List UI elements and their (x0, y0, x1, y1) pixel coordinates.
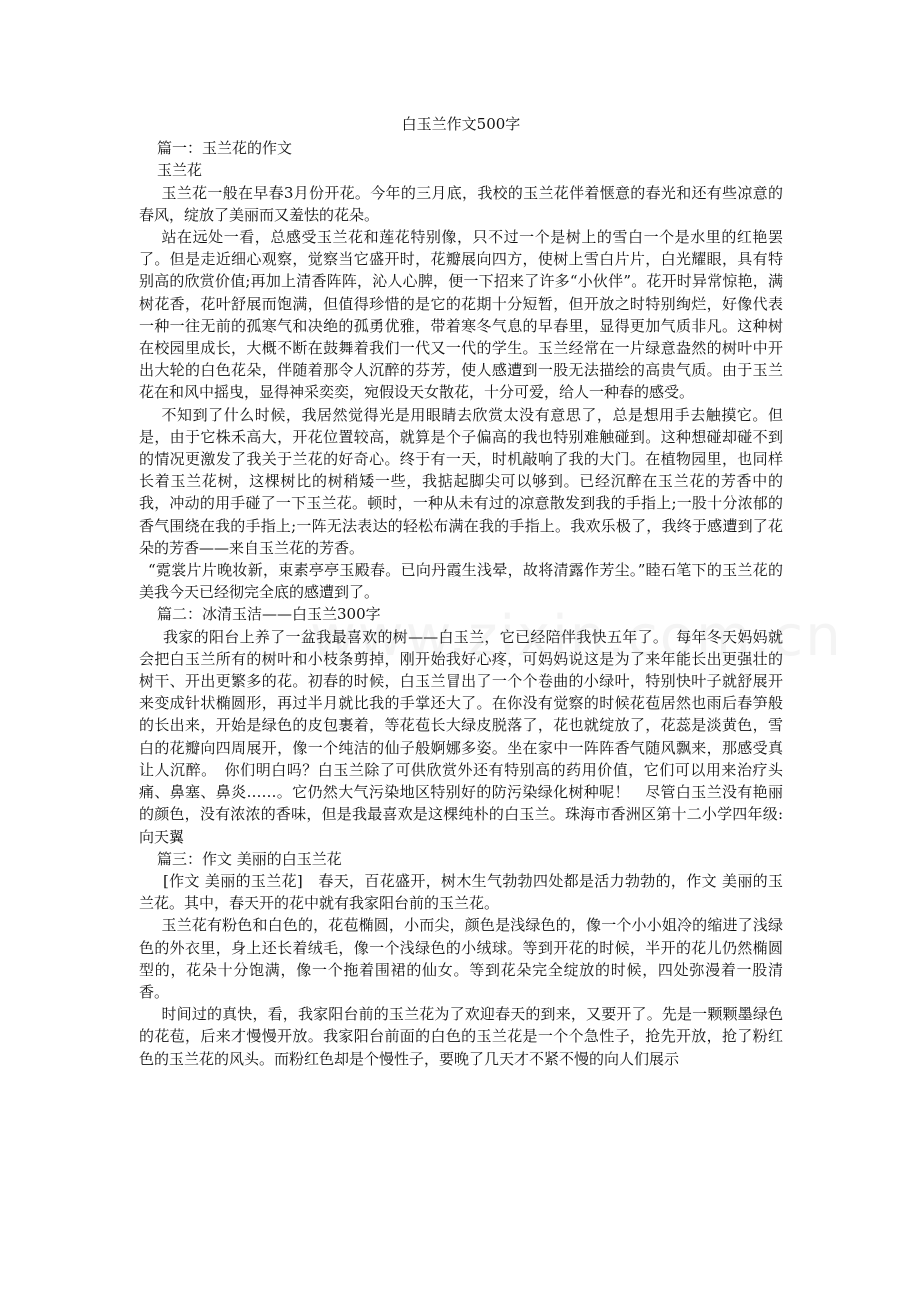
paragraph: 玉兰花一般在早春3月份开花。今年的三月底，我校的玉兰花伴着惬意的春光和还有些凉意的春风，绽放了美丽而又羞怯的花朵。 (139, 183, 783, 224)
paragraph: [作文 美丽的玉兰花] 春天，百花盛开，树木生气勃勃四处都是活力勃勃的，作文 美丽的玉兰花。其中，春天开的花中就有我家阳台前的玉兰花。 (139, 871, 783, 913)
section-heading-3: 篇三：作文 美丽的白玉兰花 (157, 849, 342, 868)
document-title: 白玉兰作文500字 (401, 115, 521, 133)
paragraph: 不知到了什么时候，我居然觉得光是用眼睛去欣赏太没有意思了，总是想用手去触摸它。但是，由于它株禾高大，开花位置较高，就算是个子偏高的我也特别难触碰到。这种想碰却碰不到的情况更激发了我关于兰花的好奇心。终于有一天，时机敲响了我的大门。在植物园里，也同样长着玉兰花树，这棵树比的树稍矮一些，我掂起脚尖可以够到。已经沉醉在玉兰花的芳香中的我，冲动的用手碰了一下玉兰花。顿时，一种从未有过的凉意散发到我的手指上;一股十分浓郁的香气围绕在我的手指上;一阵无法表达的轻松布满在我的手指上。我欢乐极了，我终于感遭到了花朵的芳香——来自玉兰花的芳香。 (139, 405, 783, 557)
section-subtitle-1: 玉兰花 (157, 161, 203, 180)
paragraph: 我家的阳台上养了一盆我最喜欢的树——白玉兰，它已经陪伴我快五年了。 每年冬天妈妈就会把白玉兰所有的树叶和小枝条剪掉，刚开始我好心疼，可妈妈说这是为了来年能长出更强壮的树干、开出更繁多的花。初春的时候，白玉兰冒出了一个个卷曲的小绿叶，特别快叶子就舒展开来变成针状椭圆形，再过半月就比我的手掌还大了。在你没有觉察的时候花苞居然也雨后春笋般的长出来，开始是绿色的皮包裹着，等花苞长大绿皮脱落了，花也就绽放了，花蕊是淡黄色，雪白的花瓣向四周展开，像一个纯洁的仙子般婀娜多姿。坐在家中一阵阵香气随风飘来，那感受真让人沉醉。 你们明白吗？白玉兰除了可供欣赏外还有特别高的药用价值，它们可以用来治疗头痛、鼻塞、鼻炎……。它仍然大气污染地区特别好的防污染绿化树种呢！ 尽管白玉兰没有艳丽的颜色，没有浓浓的香味，但是我最喜欢是这棵纯朴的白玉兰。珠海市香洲区第十二小学四年级:向天翼 (139, 627, 783, 846)
paragraph: 站在远处一看，总感受玉兰花和莲花特别像，只不过一个是树上的雪白一个是水里的红艳罢了。但是走近细心观察，觉察当它盛开时，花瓣展向四方，使树上雪白片片，白光耀眼，具有特别高的欣赏价值;再加上清香阵阵，沁人心脾，便一下招来了许多“小伙伴”。花开时异常惊艳，满树花香，花叶舒展而饱满，但值得珍惜的是它的花期十分短暂，但开放之时特别绚烂，好像代表一种一往无前的孤寒气和决绝的孤勇优雅，带着寒冬气息的早春里，显得更加气质非凡。这种树在校园里成长，大概不断在鼓舞着我们一代又一代的学生。玉兰经常在一片绿意盎然的树叶中开出大轮的白色花朵，伴随着那令人沉醉的芬芳，使人感遭到一股无法描绘的高贵气质。由于玉兰花在和风中摇曳，显得神采奕奕，宛假设天女散花，十分可爱，给人一种春的感受。 (139, 228, 783, 402)
paragraph: 玉兰花有粉色和白色的，花苞椭圆，小而尖，颜色是浅绿色的，像一个小小姐冷的缩进了浅绿色的外衣里，身上还长着绒毛，像一个浅绿色的小绒球。等到开花的时候，半开的花儿仍然椭圆型的，花朵十分饱满，像一个拖着围裙的仙女。等到花朵完全绽放的时候，四处弥漫着一股清香。 (139, 916, 783, 1001)
document-page (139, 113, 783, 1070)
section-heading-2: 篇二：冰清玉洁——白玉兰300字 (157, 605, 381, 624)
section-heading-1: 篇一：玉兰花的作文 (157, 139, 293, 158)
paragraph: “霓裳片片晚妆新，束素亭亭玉殿春。已向丹霞生浅晕，故将清露作芳尘。”睦石笔下的玉兰花的美我今天已经彻完全底的感遭到了。 (139, 561, 783, 602)
paragraph: 时间过的真快，看，我家阳台前的玉兰花为了欢迎春天的到来，又要开了。先是一颗颗墨绿色的花苞，后来才慢慢开放。我家阳台前面的白色的玉兰花是一个个急性子，抢先开放，抢了粉红色的玉兰花的风头。而粉红色却是个慢性子，要晚了几天才不紧不慢的向人们展示 (139, 1005, 783, 1068)
